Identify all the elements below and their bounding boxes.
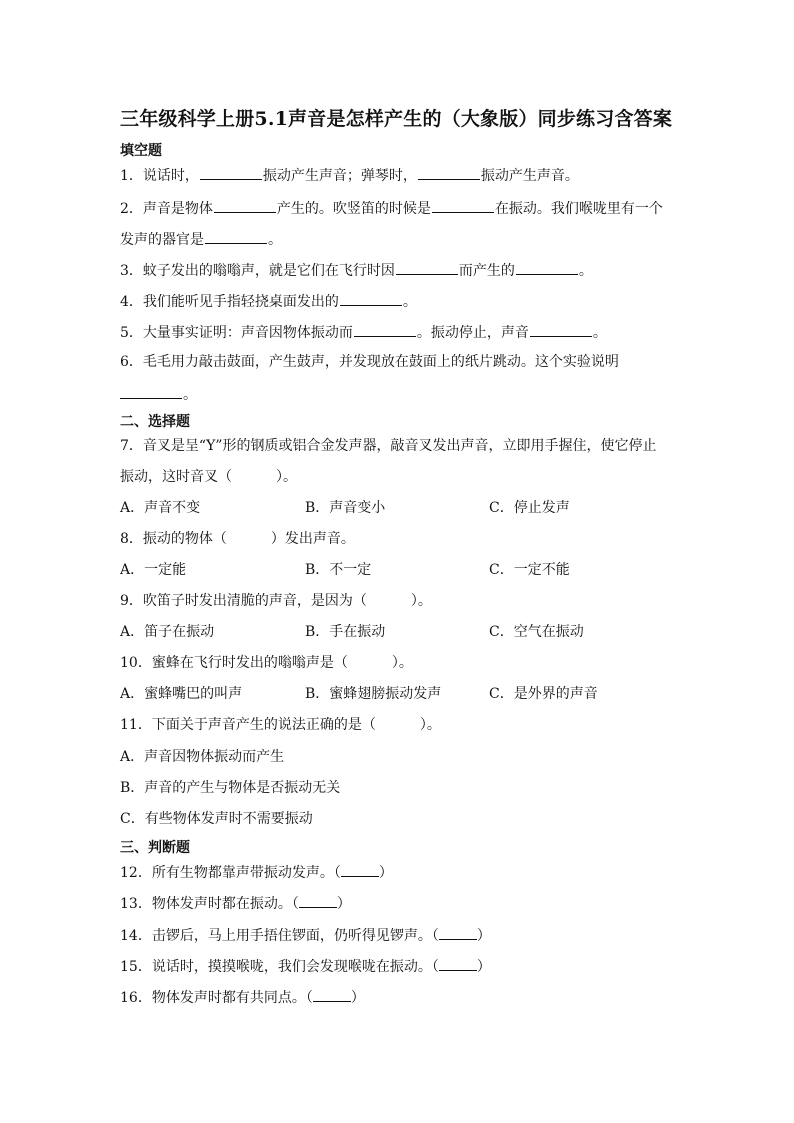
question-text: 11．下面关于声音产生的说法正确的是（ [120,717,376,733]
option-a[interactable]: A．蜜蜂嘴巴的叫声 [120,686,243,702]
question-8 [120,530,355,548]
answer-blank[interactable] [200,165,262,180]
question-text: 6．毛毛用力敲击鼓面，产生鼓声，并发现放在鼓面上的纸片跳动。这个实验说明 [120,354,619,370]
section-heading-fill-in: 填空题 [120,143,162,159]
question-text: ）。 [391,655,413,671]
question-2 [120,198,663,218]
question-text: 。 [268,232,282,248]
question-text: 2．声音是物体 [120,201,213,217]
answer-blank[interactable] [340,291,402,306]
question-text: ） [350,990,365,1006]
answer-blank[interactable] [299,893,337,908]
answer-blank[interactable] [439,925,477,940]
section-heading-choice: 二、选择题 [120,414,190,430]
question-9 [120,592,432,610]
question-text: 12．所有生物都靠声带振动发声。（ [120,865,341,881]
question-text: ）。 [419,717,441,733]
answer-blank[interactable] [214,198,276,213]
question-text: 8．振动的物体（ [120,531,227,547]
question-text: 1．说话时， [120,168,199,184]
question-text: 在振动。我们喉咙里有一个 [494,201,663,217]
question-text: 。 [578,263,593,279]
question-text: 13．物体发声时都在振动。（ [120,896,299,912]
question-text: 10．蜜蜂在飞行时发出的嗡嗡声是（ [120,655,348,671]
question-text: ） [378,865,393,881]
option-a[interactable]: A．一定能 [120,562,187,578]
option-a[interactable]: A．声音因物体振动而产生 [120,749,285,765]
option-b[interactable]: B．声音变小 [305,500,386,516]
question-text: ）发出声音。 [270,531,355,547]
answer-blank[interactable] [313,987,351,1002]
question-text: 3．蚊子发出的嗡嗡声，就是它们在飞行时因 [120,263,395,279]
question-1 [120,165,579,185]
answer-blank[interactable] [354,322,416,337]
question-text: ） [336,896,351,912]
option-c[interactable]: C．停止发声 [489,500,570,516]
question-text: ）。 [276,469,297,485]
option-b[interactable]: B．手在振动 [305,624,386,640]
question-text: 5．大量事实证明：声音因物体振动而 [120,325,353,341]
question-text: 。 [183,387,197,403]
question-13 [120,893,351,913]
answer-blank[interactable] [439,956,477,971]
answer-blank[interactable] [205,229,267,244]
question-12 [120,862,393,882]
answer-blank[interactable] [432,198,494,213]
section-heading-judge: 三、判断题 [120,840,190,856]
answer-blank[interactable] [120,384,182,399]
question-6 [120,353,619,371]
question-7 [120,437,656,455]
question-3 [120,260,593,280]
question-14 [120,925,491,945]
question-2-continued [120,229,282,249]
question-text: 7．音叉是呈“Y”形的钢质或铝合金发声器，敲音叉发出声音，立即用手握住，使它停止 [120,438,657,454]
question-text: 振动，这时音叉（ [120,469,232,485]
option-c[interactable]: C．有些物体发声时不需要振动 [120,811,313,827]
question-text: 16．物体发声时都有共同点。（ [120,990,313,1006]
answer-blank[interactable] [530,322,592,337]
option-a[interactable]: A．声音不变 [120,500,201,516]
question-10 [120,654,413,672]
question-text: ） [476,928,491,944]
page-title: 三年级科学上册5.1声音是怎样产生的（大象版）同步练习含答案 [120,108,673,130]
question-text: 。振动停止，声音 [416,325,529,341]
answer-blank[interactable] [396,260,458,275]
question-15 [120,956,491,976]
question-11 [120,716,441,734]
question-text: 振动产生声音。 [480,168,579,184]
question-text: ） [476,959,491,975]
answer-blank[interactable] [341,862,379,877]
option-a[interactable]: A．笛子在振动 [120,624,215,640]
question-text: 9．吹笛子时发出清脆的声音，是因为（ [120,593,367,609]
answer-blank[interactable] [418,165,480,180]
question-text: 而产生的 [458,263,515,279]
question-text: 4．我们能听见手指轻挠桌面发出的 [120,294,339,310]
option-b[interactable]: B．蜜蜂翅膀振动发声 [305,686,442,702]
question-text: 15．说话时，摸摸喉咙，我们会发现喉咙在振动。（ [120,959,439,975]
question-4 [120,291,417,311]
question-7-continued [120,468,297,486]
option-c[interactable]: C．空气在振动 [489,624,584,640]
option-c[interactable]: C．是外界的声音 [489,686,598,702]
question-text: 振动产生声音；弹琴时， [262,168,417,184]
question-text: 14．击锣后，马上用手捂住锣面，仍听得见锣声。（ [120,928,439,944]
question-text: ）。 [410,593,432,609]
option-b[interactable]: B．声音的产生与物体是否振动无关 [120,780,341,796]
question-5 [120,322,607,342]
question-text: 发声的器官是 [120,232,204,248]
option-b[interactable]: B．不一定 [305,562,372,578]
question-text: 。 [402,294,417,310]
answer-blank[interactable] [516,260,578,275]
question-text: 。 [592,325,607,341]
question-16 [120,987,365,1007]
question-text: 产生的。吹竖笛的时候是 [276,201,431,217]
option-c[interactable]: C．一定不能 [489,562,570,578]
question-6-continued [120,384,197,404]
